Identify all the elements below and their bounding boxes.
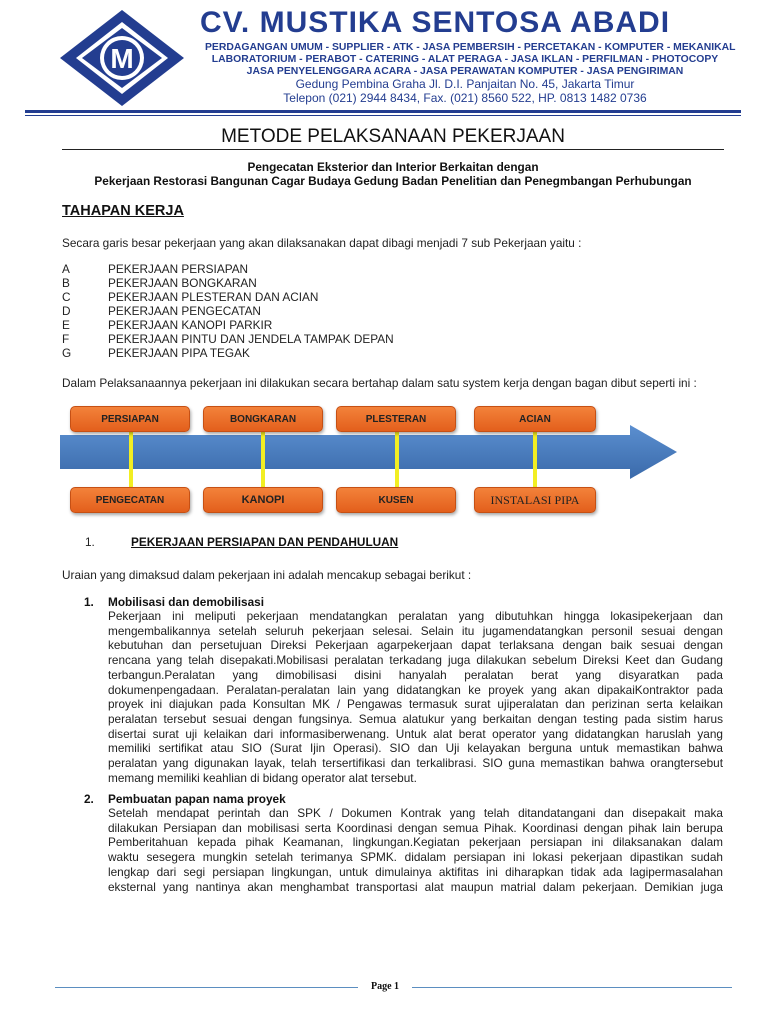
stage-box-kanopi xyxy=(203,487,323,513)
section-title: PEKERJAAN PERSIAPAN DAN PENDAHULUAN xyxy=(131,535,399,549)
stage-label: BONGKARAN xyxy=(229,413,297,425)
list-item-letter: F xyxy=(62,332,70,346)
connector-line xyxy=(395,424,399,494)
stage-label: KUSEN xyxy=(378,494,414,506)
stage-label: PERSIAPAN xyxy=(101,413,159,425)
item-paragraph xyxy=(108,806,723,894)
paragraph-line: terbangun.Peralatan yang dimobilisasi disini hanyalah peralatan berat yang disyaratkan pada xyxy=(108,667,723,682)
list-item-text: PEKERJAAN PENGECATAN xyxy=(108,304,261,318)
paragraph-line: mengembalikannya setelah seluruh pekerjaan selesai. Selain itu jugamendatangkan personil sesuai dengan xyxy=(108,623,723,638)
paragraph-line: Pemberitahuan kepada pihak Keamanan, lingkungan.Kegiatan pekerjaan persiapan ini dilaksanakan dalam xyxy=(108,835,723,850)
services-line-3: JASA PENYELENGGARA ACARA - JASA PERAWATAN KOMPUTER - JASA PENGIRIMAN xyxy=(246,66,684,77)
stage-box-kusen xyxy=(336,487,456,513)
document-title: METODE PELAKSANAAN PEKERJAAN xyxy=(221,126,565,147)
paragraph-line: peralatan tersebut sesuai dengan fungsinya. Semua alatukur yang berkaitan dengan testing pada sistim harus xyxy=(108,711,723,726)
item-title: Pembuatan papan nama proyek xyxy=(108,792,286,806)
paragraph-line: lengkap dari segi persiapan lingkungan, untuk dimulainya aktifitas ini diharapkan tidak ada lagipermasalahan xyxy=(108,864,723,879)
intro-text: Secara garis besar pekerjaan yang akan dilaksanakan dapat dibagi menjadi 7 sub Pekerjaan yaitu : xyxy=(62,236,582,250)
title-rule xyxy=(62,149,724,150)
list-item-text: PEKERJAAN PINTU DAN JENDELA TAMPAK DEPAN xyxy=(108,332,394,346)
stage-box-instalasi-pipa xyxy=(474,487,596,513)
list-item-letter: C xyxy=(62,290,71,304)
stage-label: PENGECATAN xyxy=(95,494,165,506)
list-item-letter: E xyxy=(62,318,70,332)
paragraph-line: Pekerjaan ini meliputi pekerjaan mendatangkan peralatan yang dibutuhkan hingga lokasipekerjaan dan xyxy=(108,609,723,623)
item-number: 2. xyxy=(84,792,94,806)
stage-label: ACIAN xyxy=(519,413,551,425)
stage-label: INSTALASI PIPA xyxy=(490,492,580,507)
paragraph-line: disertai surat uji kelaikan dari informasiberwenang. Untuk alat berat operator yang didatangkan haruslah yang xyxy=(108,726,723,741)
paragraph-line: rencana yang telah disepakati.Mobilisasi peralatan terkadang juga dilakukan sebelum Direksi Keet dan Gudang xyxy=(108,653,723,668)
company-address: Gedung Pembina Graha Jl. D.I. Panjaitan No. 45, Jakarta Timur xyxy=(295,77,635,91)
list-item-letter: G xyxy=(62,346,72,360)
item-paragraph xyxy=(108,609,723,785)
connector-line xyxy=(129,424,133,494)
company-phone: Telepon (021) 2944 8434, Fax. (021) 8560 522, HP. 0813 1482 0736 xyxy=(283,91,647,105)
subtitle-line-2: Pekerjaan Restorasi Bangunan Cagar Budaya Gedung Badan Penelitian dan Penegmbangan Perhubungan xyxy=(94,174,692,188)
list-item-text: PEKERJAAN BONGKARAN xyxy=(108,276,257,290)
section-number: 1. xyxy=(85,535,95,549)
stage-label: PLESTERAN xyxy=(365,413,427,425)
stage-box-pengecatan xyxy=(70,487,190,513)
item-number: 1. xyxy=(84,595,94,609)
stage-intro-text: Dalam Pelaksanaannya pekerjaan ini dilakukan secara bertahap dalam satu system kerja dengan bagan dibut seperti ini : xyxy=(62,376,697,390)
list-item-letter: D xyxy=(62,304,71,318)
letterhead xyxy=(0,0,768,120)
paragraph-line: memiliki sertifikat atau SIO (Surat Ijin Operasi). SIO dan Uji kelayakan berguna untuk memastikan bahwa xyxy=(108,741,723,756)
stage-box-plesteran xyxy=(336,406,456,432)
company-logo-icon xyxy=(58,8,186,108)
connector-line xyxy=(261,424,265,494)
stage-label: KANOPI xyxy=(241,494,285,506)
services-line-1: PERDAGANGAN UMUM - SUPPLIER - ATK - JASA PEMBERSIH - PERCETAKAN - KOMPUTER - MEKANIKAL xyxy=(205,42,736,53)
list-item-text: PEKERJAAN PERSIAPAN xyxy=(108,262,249,276)
paragraph-line: peralatan yang digunakan layak, telah tersertifikasi dan terkalibrasi. SIO guna memastikan bahwa orangtersebut xyxy=(108,756,723,771)
work-stage-diagram xyxy=(60,400,680,525)
paragraph-line: eksternal yang nantinya akan menghambat transportasi alat maupun matrial dalam pekerjaan. Demikian juga xyxy=(108,879,723,894)
services-line-2: LABORATORIUM - PERABOT - CATERING - ALAT PERAGA - JASA IKLAN - PERFILMAN - PHOTOCOPY xyxy=(211,54,719,65)
section-intro: Uraian yang dimaksud dalam pekerjaan ini adalah mencakup sebagai berikut : xyxy=(62,568,472,582)
list-item-letter: B xyxy=(62,276,70,290)
footer-rule-right xyxy=(412,987,732,988)
letterhead-rule-thin xyxy=(25,115,741,116)
stage-box-bongkaran xyxy=(203,406,323,432)
stage-box-acian xyxy=(474,406,596,432)
paragraph-line: Setelah mendapat perintah dan SPK / Dokumen Kontrak yang telah ditandatangani dan disepakait maka xyxy=(108,806,723,820)
list-item-text: PEKERJAAN PLESTERAN DAN ACIAN xyxy=(108,290,319,304)
paragraph-line: dilakukan Persiapan dan mobilisasi serta Koordinasi dengan semua Pihak. Koordinasi dengan pihak lain berupa xyxy=(108,820,723,835)
paragraph-line: dokumenpengadaan. Peralatan-peralatan lain yang didatangkan ke proyek yang akan dipakaiKontraktor pada xyxy=(108,682,723,697)
company-name: CV. MUSTIKA SENTOSA ABADI xyxy=(200,6,671,39)
paragraph-line: waktu sesegera mungkin setelah terimanya SPMK. didalam persiapan ini lokasi pekerjaan dipastikan sudah xyxy=(108,850,723,865)
section-heading: TAHAPAN KERJA xyxy=(62,203,184,219)
list-item-letter: A xyxy=(62,262,70,276)
connector-line xyxy=(533,424,537,494)
page-number: Page 1 xyxy=(370,981,400,992)
logo-letter: M xyxy=(110,43,134,74)
letterhead-rule xyxy=(25,110,741,113)
paragraph-line: memang memiliki keahlian di bidang operator alat tersebut. xyxy=(108,770,417,785)
paragraph-line: proyek ini diajukan pada Konsultan MK / Pengawas termasuk surat ujiperalatan dan perizinan serta kelaikan xyxy=(108,697,723,712)
stage-box-persiapan xyxy=(70,406,190,432)
subtitle-line-1: Pengecatan Eksterior dan Interior Berkaitan dengan xyxy=(247,160,539,174)
list-item-text: PEKERJAAN KANOPI PARKIR xyxy=(108,318,273,332)
item-title: Mobilisasi dan demobilisasi xyxy=(108,595,265,609)
footer-rule-left xyxy=(55,987,358,988)
paragraph-line: kebutuhan dan persetujuan Direksi Pekerjaan agarpekerjaan dapat terlaksana dengan baik sesuai dengan xyxy=(108,638,723,653)
list-item-text: PEKERJAAN PIPA TEGAK xyxy=(108,346,250,360)
